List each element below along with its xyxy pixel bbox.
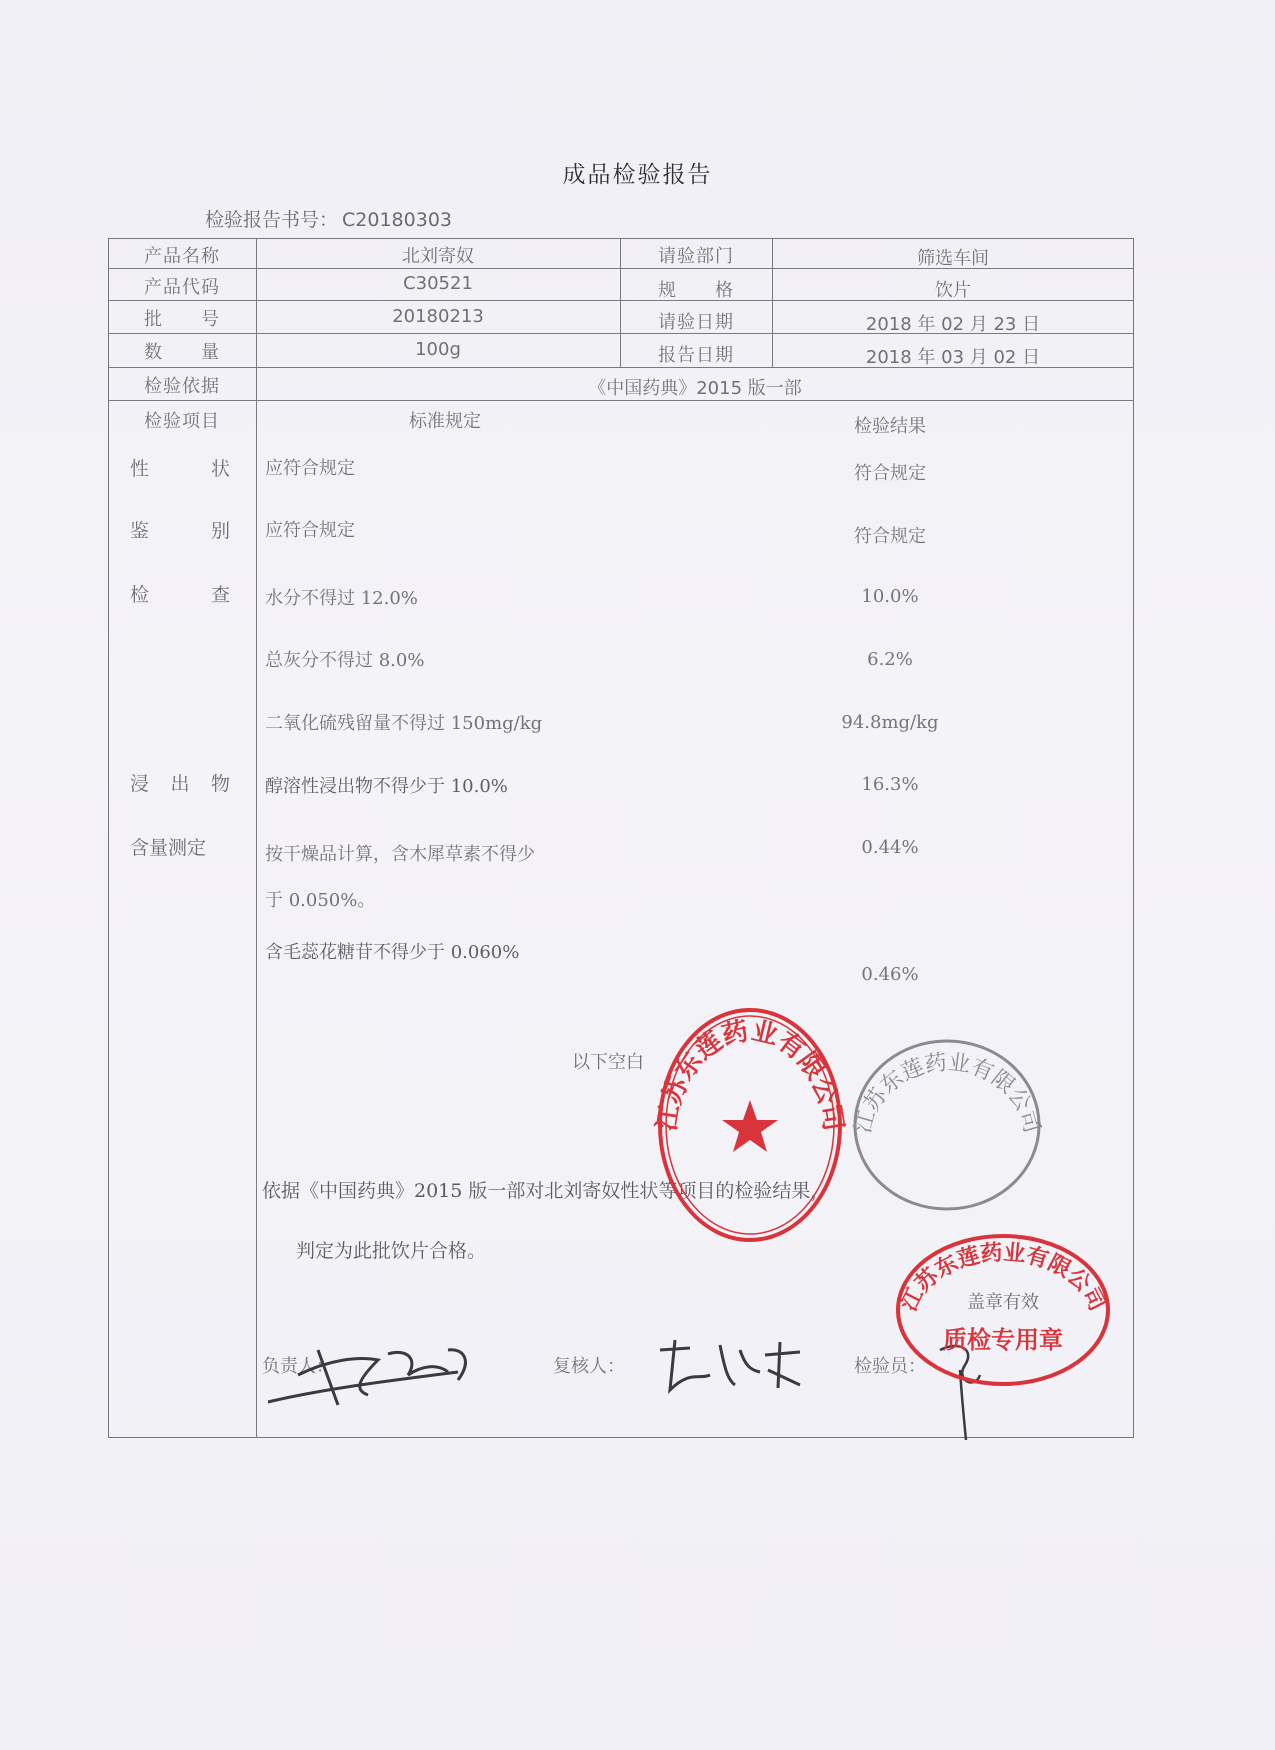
spec-label: 规 格 [658,280,734,301]
standard-text: 应符合规定 [265,520,355,541]
conclusion-line-1: 依据《中国药典》2015 版一部对北刘寄奴性状等项目的检验结果， [262,1180,830,1202]
code-label: 产品代码 [144,277,220,298]
result-text: 10.0% [861,586,919,607]
standard-text: 含毛蕊花糖苷不得少于 0.060% [265,942,520,963]
spec-value: 饮片 [935,280,971,301]
product-name-label: 产品名称 [144,246,220,267]
result-text: 94.8mg/kg [841,712,939,733]
table-rule [108,400,1134,401]
standard-text: 水分不得过 12.0% [265,588,418,609]
inspector-label: 检验员： [854,1356,926,1377]
request-date-value: 2018 年 02 月 23 日 [865,314,1041,335]
gray-seal-text: 江苏东莲药业有限公司 [850,1050,1045,1136]
company-seal-red [650,1000,850,1250]
quality-inspection-seal [888,1230,1118,1390]
basis-label: 检验依据 [144,376,220,397]
report-title: 成品检验报告 [562,162,713,188]
blank-note: 以下空白 [572,1052,644,1073]
standard-text: 于 0.050%。 [265,890,376,911]
red-seal-text: 江苏东莲药业有限公司 [651,1016,849,1134]
report-date-label: 报告日期 [658,345,734,366]
item-label: 浸 出 物 [130,773,230,795]
item-label: 含量测定 [130,837,207,859]
quantity-value: 100g [415,339,461,360]
standard-text: 总灰分不得过 8.0% [265,650,425,671]
standard-text: 醇溶性浸出物不得少于 10.0% [265,776,508,797]
result-text: 符合规定 [854,526,926,547]
report-number-label: 检验报告书号： [205,209,339,231]
report-number [205,205,452,232]
conclusion-line-2: 判定为此批饮片合格。 [296,1240,487,1262]
result-text: 0.44% [861,837,919,858]
reviewer-signature [650,1330,820,1400]
report-date-value: 2018 年 03 月 02 日 [865,347,1041,368]
item-label: 检 查 [130,584,230,606]
request-date-label: 请验日期 [658,312,734,333]
reviewer-label: 复核人： [553,1356,625,1377]
dept-value: 筛选车间 [917,248,989,269]
qc-seal-valid-text: 盖章有效 [967,1292,1039,1313]
report-number-value: C20180303 [342,209,452,231]
qc-seal-title-text: 质检专用章 [943,1326,1063,1354]
qc-seal-company-text: 江苏东莲药业有限公司 [896,1240,1110,1316]
batch-label: 批 号 [144,309,220,330]
batch-value: 20180213 [392,306,484,327]
svg-text:江苏东莲药业有限公司 [851,1050,1044,1135]
item-label: 性 状 [130,458,230,480]
result-text: 6.2% [867,649,913,670]
basis-value: 《中国药典》2015 版一部 [588,378,802,399]
quantity-label: 数 量 [144,342,220,363]
table-rule [256,238,257,1438]
result-text: 16.3% [861,774,919,795]
standard-text: 应符合规定 [265,458,355,479]
column-result-header: 检验结果 [854,416,926,437]
column-standard-header: 标准规定 [409,411,481,432]
product-name-value: 北刘寄奴 [402,246,474,267]
standard-text: 二氧化硫残留量不得过 150mg/kg [265,713,543,734]
standard-text: 按干燥品计算，含木犀草素不得少 [265,844,535,865]
dept-label: 请验部门 [658,246,734,267]
result-text: 0.46% [861,964,919,985]
responsible-label: 负责人： [262,1356,334,1377]
code-value: C30521 [403,273,473,294]
result-text: 符合规定 [854,463,926,484]
column-item-header: 检验项目 [144,411,220,432]
company-seal-gray [840,1030,1055,1220]
responsible-signature [258,1320,508,1415]
item-label: 鉴 别 [130,520,230,542]
